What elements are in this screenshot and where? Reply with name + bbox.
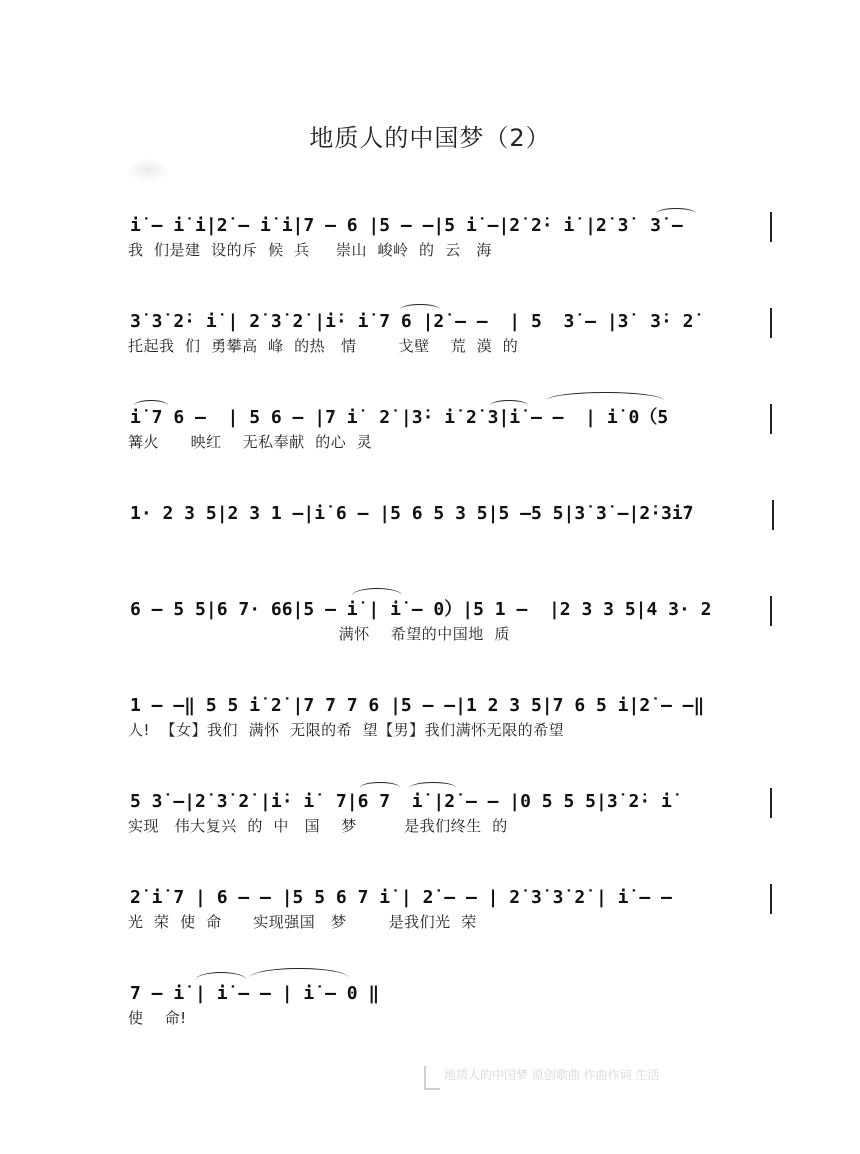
lyrics-line: 光 荣 使 命 实现强国 梦 是我们光 荣	[128, 913, 477, 931]
notation-line: i̇ 7 6 – | 5 6 – |7 i̇ 2̇ |3̇· i̇ 2̇ 3̇|i̇ – – | i̇ 0（5	[130, 407, 669, 428]
watermark-text: 地质人的中国梦 原创歌曲 作曲作词 生活	[444, 1068, 660, 1082]
score-row-1	[0, 214, 860, 274]
notation-line: 1· 2 3 5|2 3 1 –|i̇ 6 – |5 6 5 3 5|5 –5 5|3̇ 3̇ –|2̇·3̇i̇7	[130, 503, 694, 524]
score-row-4	[0, 502, 860, 562]
slur-mark	[656, 208, 696, 219]
scan-smudge	[126, 158, 170, 182]
bar-line	[770, 884, 772, 914]
lyrics-line: 托起我 们 勇攀高 峰 的热 情 戈壁 荒 漠 的	[128, 337, 519, 355]
slur-mark	[546, 392, 664, 409]
score-row-3	[0, 406, 860, 466]
slur-mark	[410, 782, 456, 793]
slur-mark	[134, 400, 168, 411]
lyrics-line: 使 命!	[128, 1009, 187, 1027]
score-row-8	[0, 886, 860, 946]
notation-line: 3̇ 3̇ 2̇· i̇ | 2̇ 3̇ 2̇ |i̇· i̇ 7 6 |2̇ – – | 5 3̇ – |3̇ 3̇· 2̇	[130, 311, 694, 332]
lyrics-line: 篝火 映红 无私奉献 的心 灵	[128, 433, 373, 451]
score-row-6	[0, 694, 860, 754]
page-title: 地质人的中国梦（2）	[309, 124, 551, 152]
lyrics-line: 我 们是建 设的斥 候 兵 崇山 峻岭 的 云 海	[128, 241, 492, 259]
bar-line	[770, 404, 772, 434]
slur-mark	[352, 588, 402, 603]
notation-line: 2̇ i̇ 7 | 6 – – |5 5 6 7 i̇ | 2̇ – – | 2̇ 3̇ 3̇ 2̇ | i̇ – –	[130, 887, 672, 908]
slur-mark	[250, 968, 348, 987]
slur-mark	[360, 782, 400, 793]
notation-line: 7 – i̇ | i̇ – – | i̇ – 0 ‖	[130, 983, 380, 1004]
bar-line	[770, 212, 772, 242]
notation-line: i̇ – i̇ i̇|2̇ – i̇ i̇|7 – 6 |5 – –|5 i̇ –|2̇ 2̇· i̇ |2̇ 3̇ 3̇ –	[130, 215, 683, 236]
bar-line	[770, 308, 772, 338]
lyrics-line: 满怀 希望的中国地 质	[128, 625, 510, 643]
bar-line	[770, 788, 772, 818]
lyrics-line: 实现 伟大复兴 的 中 国 梦 是我们终生 的	[128, 817, 508, 835]
bar-line	[772, 500, 774, 530]
bar-line	[770, 596, 772, 626]
score-row-7	[0, 790, 860, 850]
score-row-9	[0, 982, 860, 1042]
notation-line: 6 – 5 5|6 7· 66|5 – i̇ | i̇ – 0）|5 1 – |2 3 3 5|4 3· 2	[130, 599, 712, 620]
lyrics-line: 人! 【女】我们 满怀 无限的希 望【男】我们满怀无限的希望	[128, 721, 565, 739]
slur-mark	[196, 972, 246, 987]
notation-line: 1 – –‖ 5 5 i̇ 2̇ |7 7 7 6 |5 – –|1 2 3 5|7 6 5 i̇|2̇ – –‖	[130, 695, 705, 716]
score-row-5	[0, 598, 860, 658]
slur-mark	[490, 400, 528, 411]
slur-mark	[400, 304, 440, 315]
notation-line: 5 3̇ –|2̇ 3̇ 2̇ |i̇· i̇ 7|6 7 i̇ |2̇ – – |0 5 5 5|3̇ 2̇· i̇	[130, 791, 672, 812]
score-row-2	[0, 310, 860, 370]
